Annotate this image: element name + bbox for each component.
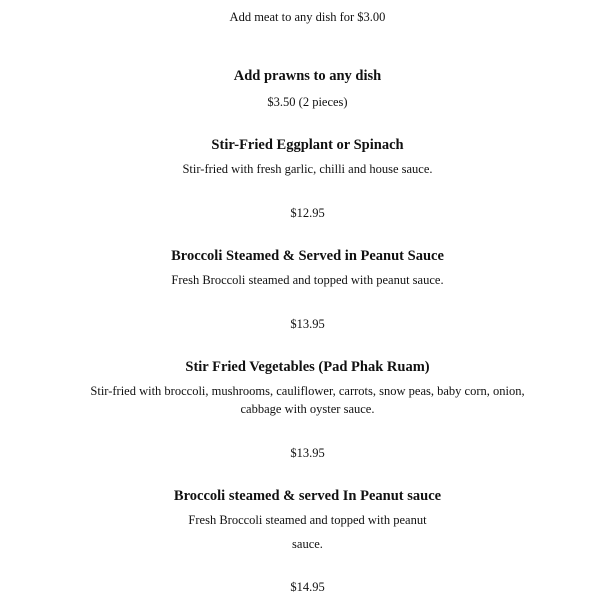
menu-item-price: $13.95 bbox=[290, 317, 325, 331]
menu-item-price: $14.95 bbox=[290, 580, 325, 594]
menu-item-title: Broccoli Steamed & Served in Peanut Sauce bbox=[171, 248, 444, 264]
menu-item-title: Stir-Fried Eggplant or Spinach bbox=[211, 137, 404, 153]
prawns-addon-price: $3.50 (2 pieces) bbox=[267, 95, 348, 109]
meat-addon-note: Add meat to any dish for $3.00 bbox=[229, 10, 386, 24]
menu-item-price: $12.95 bbox=[290, 206, 325, 220]
menu-item-description: Fresh Broccoli steamed and topped with peanut sauce. bbox=[171, 273, 444, 287]
menu-item-description: Stir-fried with fresh garlic, chilli and house sauce. bbox=[182, 162, 433, 176]
menu-item-description: cabbage with oyster sauce. bbox=[240, 402, 375, 416]
menu-item-title: Broccoli steamed & served In Peanut sauce bbox=[173, 488, 442, 504]
menu-item-description: Stir-fried with broccoli, mushrooms, cauliflower, carrots, snow peas, baby corn, onion, bbox=[90, 384, 525, 398]
prawns-addon-title: Add prawns to any dish bbox=[233, 68, 382, 84]
menu-item-price: $13.95 bbox=[290, 446, 325, 460]
menu-item-title: Stir Fried Vegetables (Pad Phak Ruam) bbox=[185, 359, 430, 375]
menu-item-description: sauce. bbox=[292, 537, 323, 551]
menu-item-description: Fresh Broccoli steamed and topped with peanut bbox=[188, 513, 427, 527]
